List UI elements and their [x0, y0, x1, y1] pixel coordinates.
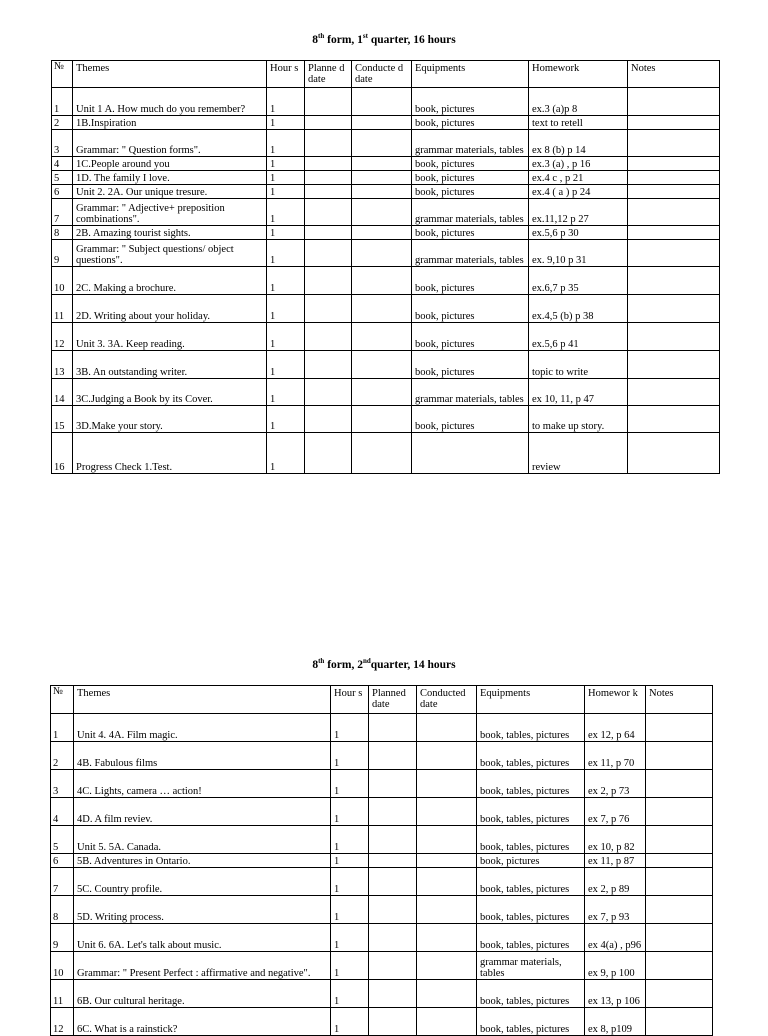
cell-homework: ex.11,12 p 27: [529, 199, 628, 226]
cell-homework: text to retell: [529, 116, 628, 130]
table-row: [52, 406, 720, 433]
cell-row-number: 3: [52, 130, 73, 157]
cell-conducted-date: [417, 868, 477, 896]
header-equipments: Equipments: [477, 686, 585, 714]
cell-equipments: book, pictures: [412, 171, 529, 185]
cell-homework: ex 4(a) , p96: [585, 924, 646, 952]
cell-notes: [646, 868, 713, 896]
header-planned-date: Planned date: [369, 686, 417, 714]
cell-notes: [628, 406, 720, 433]
cell-notes: [646, 1008, 713, 1036]
cell-conducted-date: [417, 798, 477, 826]
cell-theme: Unit 5. 5A. Canada.: [74, 826, 331, 854]
cell-notes: [628, 130, 720, 157]
cell-notes: [646, 714, 713, 742]
table-row: [51, 742, 713, 770]
cell-conducted-date: [352, 185, 412, 199]
cell-hours: 1: [331, 952, 369, 980]
table-row: [51, 896, 713, 924]
table-row: [52, 171, 720, 185]
cell-planned-date: [305, 185, 352, 199]
cell-theme: 6B. Our cultural heritage.: [74, 980, 331, 1008]
cell-conducted-date: [352, 406, 412, 433]
cell-theme: 5B. Adventures in Ontario.: [74, 854, 331, 868]
cell-theme: Progress Check 1.Test.: [73, 433, 267, 474]
cell-notes: [628, 295, 720, 323]
cell-conducted-date: [352, 267, 412, 295]
cell-conducted-date: [352, 379, 412, 406]
cell-hours: 1: [267, 199, 305, 226]
cell-notes: [646, 896, 713, 924]
header-conducted-date: Conducted date: [417, 686, 477, 714]
cell-homework: ex 2, p 89: [585, 868, 646, 896]
cell-planned-date: [305, 130, 352, 157]
cell-hours: 1: [267, 88, 305, 116]
table-row: [52, 226, 720, 240]
cell-conducted-date: [417, 854, 477, 868]
table-row: [51, 980, 713, 1008]
cell-planned-date: [369, 826, 417, 854]
cell-homework: ex 7, p 76: [585, 798, 646, 826]
cell-conducted-date: [417, 896, 477, 924]
cell-planned-date: [369, 1008, 417, 1036]
table-row: [52, 240, 720, 267]
cell-conducted-date: [417, 714, 477, 742]
cell-row-number: 14: [52, 379, 73, 406]
cell-row-number: 8: [52, 226, 73, 240]
cell-theme: 1B.Inspiration: [73, 116, 267, 130]
cell-row-number: 13: [52, 351, 73, 379]
quarter-1-plan-table: [51, 60, 720, 474]
cell-equipments: grammar materials, tables: [412, 240, 529, 267]
cell-planned-date: [369, 868, 417, 896]
cell-row-number: 3: [51, 770, 74, 798]
cell-row-number: 7: [51, 868, 74, 896]
cell-hours: 1: [267, 295, 305, 323]
cell-notes: [646, 826, 713, 854]
cell-hours: 1: [267, 171, 305, 185]
cell-notes: [628, 171, 720, 185]
cell-notes: [628, 351, 720, 379]
cell-row-number: 11: [51, 980, 74, 1008]
cell-conducted-date: [352, 295, 412, 323]
cell-planned-date: [305, 379, 352, 406]
table-row: [51, 714, 713, 742]
cell-conducted-date: [352, 88, 412, 116]
table-row: [51, 1008, 713, 1036]
cell-equipments: grammar materials, tables: [412, 199, 529, 226]
cell-row-number: 2: [51, 742, 74, 770]
cell-equipments: book, pictures: [477, 854, 585, 868]
header-hours: Hour s: [331, 686, 369, 714]
cell-planned-date: [305, 295, 352, 323]
cell-row-number: 4: [52, 157, 73, 171]
cell-hours: 1: [331, 924, 369, 952]
cell-equipments: book, tables, pictures: [477, 742, 585, 770]
cell-conducted-date: [417, 826, 477, 854]
cell-homework: ex.4 c , p 21: [529, 171, 628, 185]
cell-theme: 6C. What is a rainstick?: [74, 1008, 331, 1036]
table-row: [52, 295, 720, 323]
cell-planned-date: [305, 226, 352, 240]
cell-row-number: 6: [51, 854, 74, 868]
cell-notes: [628, 433, 720, 474]
cell-equipments: book, pictures: [412, 267, 529, 295]
cell-row-number: 9: [51, 924, 74, 952]
cell-conducted-date: [417, 952, 477, 980]
quarter-2-plan-table: [50, 685, 713, 1036]
cell-equipments: book, pictures: [412, 185, 529, 199]
cell-row-number: 5: [52, 171, 73, 185]
cell-planned-date: [305, 406, 352, 433]
cell-hours: 1: [331, 854, 369, 868]
cell-row-number: 12: [52, 323, 73, 351]
cell-planned-date: [305, 199, 352, 226]
cell-hours: 1: [267, 185, 305, 199]
cell-planned-date: [305, 351, 352, 379]
cell-homework: ex 12, p 64: [585, 714, 646, 742]
cell-homework: ex 9, p 100: [585, 952, 646, 980]
table-row: [51, 952, 713, 980]
header-theme: Themes: [73, 61, 267, 88]
table-row: [51, 826, 713, 854]
cell-equipments: book, pictures: [412, 226, 529, 240]
cell-theme: 5D. Writing process.: [74, 896, 331, 924]
cell-hours: 1: [331, 742, 369, 770]
cell-conducted-date: [352, 433, 412, 474]
quarter-2-title: 8th form, 2ndquarter, 14 hours: [312, 657, 456, 671]
header-homework: Homework: [529, 61, 628, 88]
cell-theme: Unit 1 A. How much do you remember?: [73, 88, 267, 116]
table-row: [52, 267, 720, 295]
cell-homework: ex 8, p109: [585, 1008, 646, 1036]
cell-conducted-date: [352, 226, 412, 240]
cell-homework: ex.5,6 p 30: [529, 226, 628, 240]
cell-conducted-date: [352, 240, 412, 267]
cell-conducted-date: [417, 980, 477, 1008]
cell-conducted-date: [352, 199, 412, 226]
cell-theme: 3D.Make your story.: [73, 406, 267, 433]
cell-planned-date: [305, 157, 352, 171]
cell-homework: ex 11, p 87: [585, 854, 646, 868]
cell-row-number: 6: [52, 185, 73, 199]
cell-notes: [646, 924, 713, 952]
table-row: [52, 88, 720, 116]
cell-homework: ex.5,6 p 41: [529, 323, 628, 351]
cell-notes: [628, 88, 720, 116]
cell-row-number: 4: [51, 798, 74, 826]
cell-homework: ex.3 (a)p 8: [529, 88, 628, 116]
cell-homework: ex.4 ( a ) p 24: [529, 185, 628, 199]
cell-hours: 1: [331, 868, 369, 896]
cell-planned-date: [369, 770, 417, 798]
cell-notes: [628, 323, 720, 351]
cell-equipments: book, tables, pictures: [477, 980, 585, 1008]
cell-homework: ex 2, p 73: [585, 770, 646, 798]
cell-conducted-date: [352, 157, 412, 171]
cell-conducted-date: [352, 116, 412, 130]
cell-hours: 1: [331, 714, 369, 742]
cell-row-number: 7: [52, 199, 73, 226]
header-notes: Notes: [646, 686, 713, 714]
cell-row-number: 12: [51, 1008, 74, 1036]
cell-equipments: book, pictures: [412, 323, 529, 351]
cell-row-number: 10: [52, 267, 73, 295]
cell-hours: 1: [267, 323, 305, 351]
cell-equipments: book, pictures: [412, 116, 529, 130]
cell-planned-date: [369, 714, 417, 742]
cell-equipments: grammar materials, tables: [412, 130, 529, 157]
cell-theme: 3B. An outstanding writer.: [73, 351, 267, 379]
cell-notes: [628, 199, 720, 226]
table-row: [51, 770, 713, 798]
cell-hours: 1: [267, 433, 305, 474]
cell-notes: [646, 798, 713, 826]
quarter-1-title: 8th form, 1st quarter, 16 hours: [312, 32, 456, 46]
cell-theme: Grammar: " Present Perfect : affirmative and negative".: [74, 952, 331, 980]
cell-planned-date: [369, 924, 417, 952]
cell-row-number: 1: [51, 714, 74, 742]
cell-equipments: [412, 433, 529, 474]
cell-hours: 1: [331, 826, 369, 854]
cell-equipments: grammar materials, tables: [477, 952, 585, 980]
cell-theme: 3C.Judging a Book by its Cover.: [73, 379, 267, 406]
cell-theme: 4C. Lights, camera … action!: [74, 770, 331, 798]
cell-hours: 1: [331, 896, 369, 924]
table-row: [51, 924, 713, 952]
cell-theme: Grammar: " Subject questions/ object questions".: [73, 240, 267, 267]
cell-theme: Unit 6. 6A. Let's talk about music.: [74, 924, 331, 952]
table-row: [52, 199, 720, 226]
cell-homework: ex 7, p 93: [585, 896, 646, 924]
cell-hours: 1: [331, 798, 369, 826]
cell-planned-date: [369, 952, 417, 980]
cell-row-number: 8: [51, 896, 74, 924]
cell-row-number: 5: [51, 826, 74, 854]
table-row: [52, 323, 720, 351]
cell-homework: ex.6,7 p 35: [529, 267, 628, 295]
cell-conducted-date: [417, 924, 477, 952]
cell-equipments: grammar materials, tables: [412, 379, 529, 406]
cell-equipments: book, tables, pictures: [477, 896, 585, 924]
cell-planned-date: [305, 433, 352, 474]
table-row: [52, 433, 720, 474]
cell-row-number: 11: [52, 295, 73, 323]
cell-theme: Grammar: " Question forms".: [73, 130, 267, 157]
cell-hours: 1: [267, 226, 305, 240]
cell-hours: 1: [267, 379, 305, 406]
cell-homework: ex. 9,10 p 31: [529, 240, 628, 267]
cell-hours: 1: [267, 157, 305, 171]
cell-notes: [628, 157, 720, 171]
table-row: [52, 116, 720, 130]
cell-row-number: 1: [52, 88, 73, 116]
cell-planned-date: [305, 171, 352, 185]
cell-planned-date: [369, 980, 417, 1008]
cell-conducted-date: [352, 323, 412, 351]
header-row-number: №: [51, 686, 74, 714]
cell-planned-date: [305, 267, 352, 295]
cell-row-number: 15: [52, 406, 73, 433]
cell-homework: to make up story.: [529, 406, 628, 433]
cell-notes: [628, 226, 720, 240]
cell-theme: 4D. A film reviev.: [74, 798, 331, 826]
cell-equipments: book, tables, pictures: [477, 1008, 585, 1036]
cell-notes: [628, 185, 720, 199]
cell-hours: 1: [331, 770, 369, 798]
cell-planned-date: [369, 854, 417, 868]
cell-equipments: book, pictures: [412, 157, 529, 171]
cell-equipments: book, tables, pictures: [477, 826, 585, 854]
cell-notes: [646, 980, 713, 1008]
cell-planned-date: [305, 240, 352, 267]
cell-notes: [628, 379, 720, 406]
cell-homework: review: [529, 433, 628, 474]
cell-equipments: book, pictures: [412, 295, 529, 323]
cell-conducted-date: [417, 1008, 477, 1036]
cell-row-number: 9: [52, 240, 73, 267]
table-row: [52, 351, 720, 379]
cell-planned-date: [369, 798, 417, 826]
cell-planned-date: [369, 896, 417, 924]
table-row: [51, 798, 713, 826]
table-row: [52, 185, 720, 199]
cell-theme: 1D. The family I love.: [73, 171, 267, 185]
cell-homework: ex.4,5 (b) p 38: [529, 295, 628, 323]
cell-conducted-date: [417, 770, 477, 798]
cell-equipments: book, tables, pictures: [477, 714, 585, 742]
cell-hours: 1: [267, 130, 305, 157]
cell-notes: [646, 742, 713, 770]
table-row: [52, 130, 720, 157]
header-equipments: Equipments: [412, 61, 529, 88]
cell-conducted-date: [352, 171, 412, 185]
cell-homework: topic to write: [529, 351, 628, 379]
cell-theme: Grammar: " Adjective+ preposition combinations".: [73, 199, 267, 226]
cell-row-number: 10: [51, 952, 74, 980]
cell-homework: ex 13, p 106: [585, 980, 646, 1008]
cell-homework: ex 8 (b) p 14: [529, 130, 628, 157]
cell-hours: 1: [267, 116, 305, 130]
cell-hours: 1: [267, 406, 305, 433]
cell-hours: 1: [267, 240, 305, 267]
cell-notes: [628, 267, 720, 295]
cell-homework: ex 10, p 82: [585, 826, 646, 854]
cell-equipments: book, tables, pictures: [477, 770, 585, 798]
cell-equipments: book, pictures: [412, 406, 529, 433]
cell-theme: 2D. Writing about your holiday.: [73, 295, 267, 323]
cell-theme: 2B. Amazing tourist sights.: [73, 226, 267, 240]
cell-planned-date: [369, 742, 417, 770]
header-notes: Notes: [628, 61, 720, 88]
cell-homework: ex 11, p 70: [585, 742, 646, 770]
table-row: [52, 379, 720, 406]
cell-equipments: book, tables, pictures: [477, 868, 585, 896]
cell-conducted-date: [352, 130, 412, 157]
cell-equipments: book, tables, pictures: [477, 924, 585, 952]
header-homework: Homewor k: [585, 686, 646, 714]
cell-theme: 1C.People around you: [73, 157, 267, 171]
header-conducted-date: Conducte d date: [352, 61, 412, 88]
header-theme: Themes: [74, 686, 331, 714]
cell-homework: ex 10, 11, p 47: [529, 379, 628, 406]
cell-theme: Unit 3. 3A. Keep reading.: [73, 323, 267, 351]
cell-conducted-date: [417, 742, 477, 770]
table-row: [52, 157, 720, 171]
cell-notes: [646, 952, 713, 980]
cell-conducted-date: [352, 351, 412, 379]
cell-hours: 1: [331, 980, 369, 1008]
cell-notes: [646, 770, 713, 798]
cell-theme: Unit 4. 4A. Film magic.: [74, 714, 331, 742]
cell-hours: 1: [267, 267, 305, 295]
cell-notes: [628, 240, 720, 267]
cell-equipments: book, pictures: [412, 351, 529, 379]
cell-notes: [628, 116, 720, 130]
cell-row-number: 16: [52, 433, 73, 474]
header-hours: Hour s: [267, 61, 305, 88]
cell-theme: 4B. Fabulous films: [74, 742, 331, 770]
header-planned-date: Planne d date: [305, 61, 352, 88]
cell-equipments: book, tables, pictures: [477, 798, 585, 826]
cell-hours: 1: [331, 1008, 369, 1036]
cell-hours: 1: [267, 351, 305, 379]
cell-theme: 2C. Making a brochure.: [73, 267, 267, 295]
cell-homework: ex.3 (a) , p 16: [529, 157, 628, 171]
cell-row-number: 2: [52, 116, 73, 130]
table-row: [51, 868, 713, 896]
cell-notes: [646, 854, 713, 868]
cell-planned-date: [305, 116, 352, 130]
cell-theme: Unit 2. 2A. Our unique tresure.: [73, 185, 267, 199]
cell-planned-date: [305, 323, 352, 351]
cell-equipments: book, pictures: [412, 88, 529, 116]
cell-planned-date: [305, 88, 352, 116]
cell-theme: 5C. Country profile.: [74, 868, 331, 896]
table-row: [51, 854, 713, 868]
header-row-number: №: [52, 61, 73, 88]
